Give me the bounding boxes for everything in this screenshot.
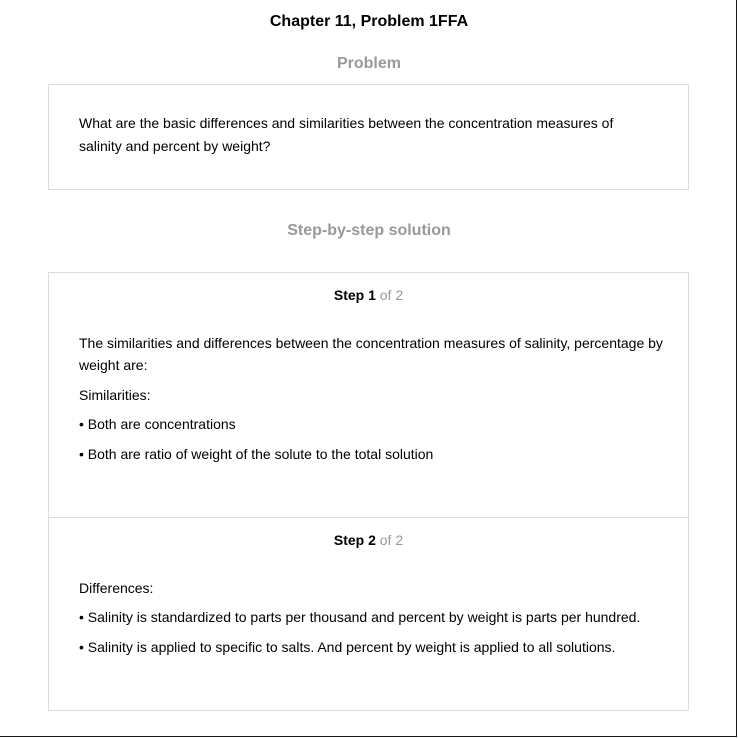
step-2-count: of 2 <box>379 532 404 548</box>
step-1-count: of 2 <box>379 287 404 303</box>
step-1-subheading: Similarities: <box>79 387 151 403</box>
problem-text: What are the basic differences and similarities between the concentration measures of salinity and percent by weight? <box>79 115 614 154</box>
problem-box <box>48 84 689 190</box>
step-2-header <box>49 531 688 549</box>
step-1-bullet: • Both are ratio of weight of the solute to the total solution <box>79 446 434 462</box>
problem-heading: Problem <box>336 55 401 72</box>
step-2-bullet: • Salinity is applied to specific to salts. And percent by weight is applied to all solutions. <box>79 639 616 655</box>
step-1-intro: The similarities and differences between the concentration measures of salinity, percentage by weight are: <box>79 335 663 373</box>
step-2-subheading: Differences: <box>79 580 154 596</box>
step-2-body <box>79 577 679 658</box>
step-1-label: Step 1 <box>333 287 376 303</box>
step-1-header <box>49 286 688 304</box>
step-2-label: Step 2 <box>333 532 376 548</box>
page-title: Chapter 11, Problem 1FFA <box>269 13 469 30</box>
step-2-bullet: • Salinity is standardized to parts per thousand and percent by weight is parts per hundred. <box>79 609 641 625</box>
solution-box <box>48 272 689 711</box>
solution-heading: Step-by-step solution <box>287 222 451 239</box>
step-divider <box>49 517 688 518</box>
step-1-bullet: • Both are concentrations <box>79 416 236 432</box>
step-1-body <box>79 332 669 465</box>
